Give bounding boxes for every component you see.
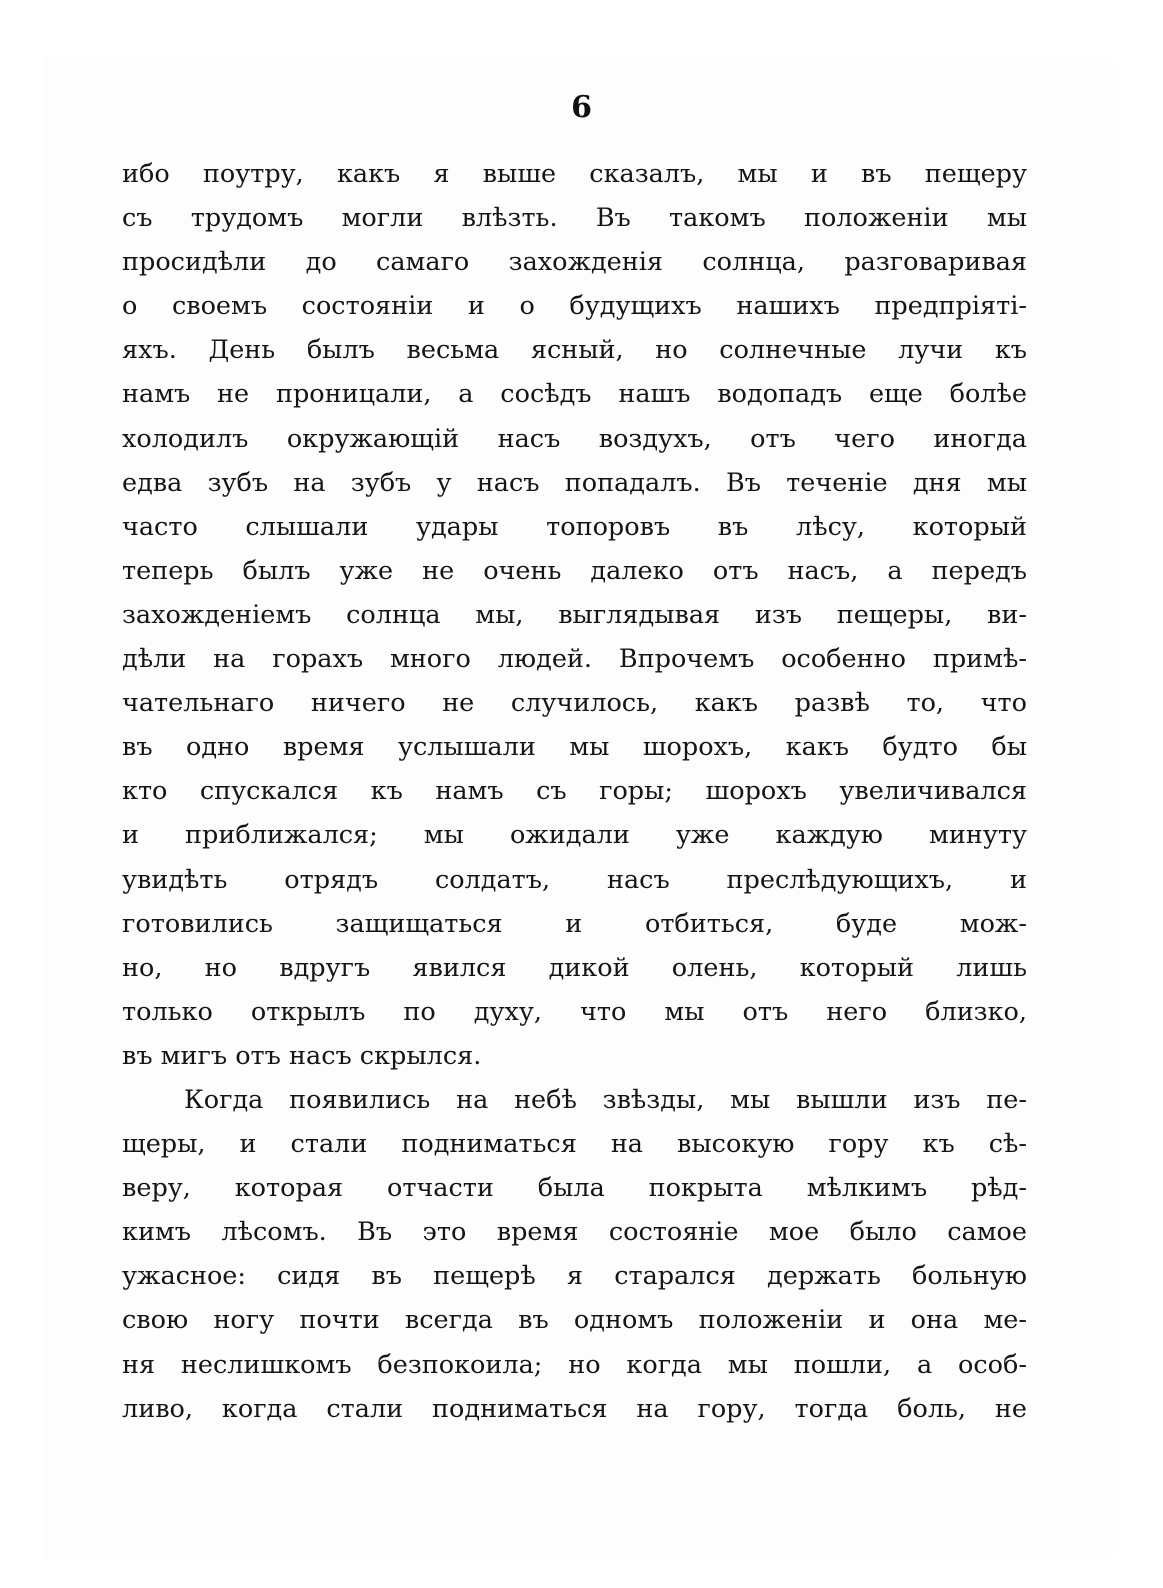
text-line: свою ногу почти всегда въ одномъ положеніи и она ме- (122, 1305, 1027, 1336)
text-line: увидѣть отрядъ солдатъ, насъ преслѣдующихъ, и (122, 864, 1027, 895)
text-line: только открылъ по духу, что мы отъ него близко, (122, 996, 1027, 1027)
text-line: но, но вдругъ явился дикой олень, который лишь (122, 952, 1027, 983)
text-line: дѣли на горахъ много людей. Впрочемъ особенно примѣ- (122, 644, 1027, 675)
paragraph-1 (122, 152, 1027, 1078)
text-line: съ трудомъ могли влѣзть. Въ такомъ положеніи мы (122, 203, 1027, 234)
body-text (122, 152, 1027, 1431)
text-line: часто слышали удары топоровъ въ лѣсу, который (122, 511, 1027, 542)
text-line: въ мигъ отъ насъ скрылся. (122, 1040, 482, 1071)
text-line: ня неслишкомъ безпокоила; но когда мы пошли, а особ- (122, 1349, 1027, 1380)
text-line: едва зубъ на зубъ у насъ попадалъ. Въ теченіе дня мы (122, 467, 1027, 498)
text-line: холодилъ окружающій насъ воздухъ, отъ чего иногда (122, 423, 1027, 454)
text-line: чательнаго ничего не случилось, какъ развѣ то, что (122, 688, 1027, 719)
text-line: ужасное: сидя въ пещерѣ я старался держать больную (122, 1261, 1027, 1292)
text-line: яхъ. День былъ весьма ясный, но солнечные лучи къ (122, 335, 1027, 366)
page-number: 6 (571, 90, 592, 125)
text-line: въ одно время услышали мы шорохъ, какъ будто бы (122, 732, 1027, 763)
text-line: ибо поутру, какъ я выше сказалъ, мы и въ пещеру (122, 159, 1027, 189)
text-line: готовились защищаться и отбиться, буде мож- (122, 908, 1027, 939)
text-line: кто спускался къ намъ съ горы; шорохъ увеличивался (122, 776, 1027, 807)
text-line: Когда появились на небѣ звѣзды, мы вышли изъ пе- (184, 1084, 1027, 1115)
text-line: захожденіемъ солнца мы, выглядывая изъ пещеры, ви- (122, 599, 1027, 630)
text-line: и приближался; мы ожидали уже каждую минуту (122, 820, 1027, 851)
text-line: просидѣли до самаго захожденія солнца, разговаривая (122, 247, 1027, 278)
text-line: веру, которая отчасти была покрыта мѣлкимъ рѣд- (122, 1173, 1027, 1204)
paragraph-2 (122, 1078, 1027, 1431)
text-line: ливо, когда стали подниматься на гору, тогда боль, не (122, 1393, 1027, 1424)
text-line: намъ не проницали, а сосѣдъ нашъ водопадъ еще болѣе (122, 379, 1027, 410)
text-line: о своемъ состояніи и о будущихъ нашихъ предпріяті- (122, 291, 1027, 322)
text-line: щеры, и стали подниматься на высокую гору къ сѣ- (122, 1129, 1027, 1160)
text-line: кимъ лѣсомъ. Въ это время состояніе мое было самое (122, 1217, 1027, 1248)
text-line: теперь былъ уже не очень далеко отъ насъ, а передъ (122, 555, 1027, 586)
